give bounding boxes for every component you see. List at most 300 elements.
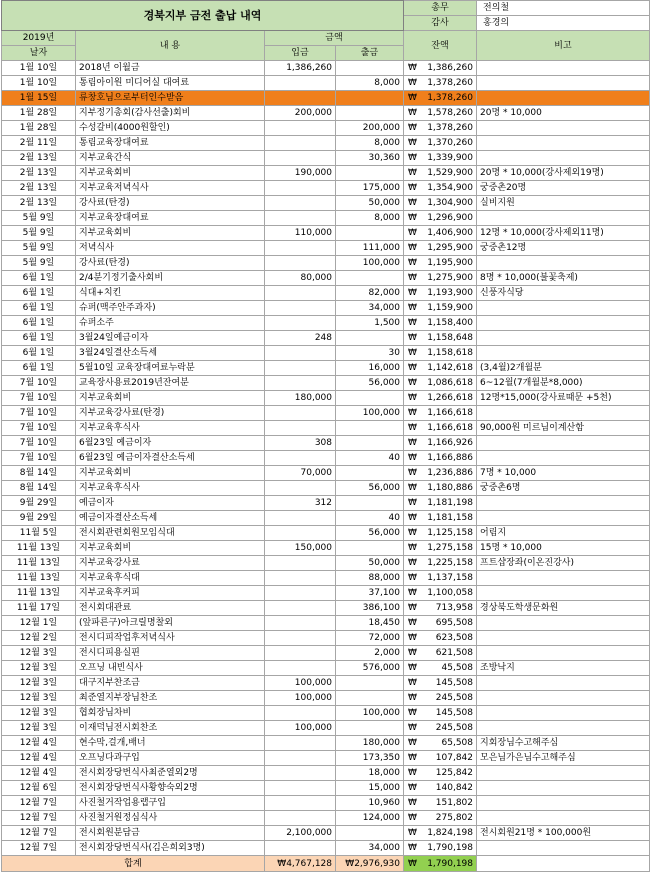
row-income — [265, 241, 336, 256]
row-balance-cell — [404, 451, 477, 466]
table-row — [2, 661, 650, 676]
row-balance-cell — [404, 331, 477, 346]
row-income: 150,000 — [265, 541, 336, 556]
row-content: 대구지부찬조금 — [76, 676, 265, 691]
row-date: 6월 1일 — [2, 361, 76, 376]
row-income: 180,000 — [265, 391, 336, 406]
currency-symbol: ₩ — [408, 393, 417, 403]
row-balance: 695,508 — [435, 618, 473, 628]
row-expense: 30 — [336, 346, 404, 361]
row-expense: 50,000 — [336, 196, 404, 211]
row-content: 슈퍼소주 — [76, 316, 265, 331]
row-note — [477, 316, 650, 331]
total-balance: 1,790,198 — [427, 858, 473, 869]
row-balance-cell — [404, 301, 477, 316]
row-date: 12월 7일 — [2, 826, 76, 841]
row-income — [265, 601, 336, 616]
header-year: 2019년 — [2, 31, 76, 46]
row-date: 2월 11일 — [2, 136, 76, 151]
row-content: 예금이자결산소득세 — [76, 511, 265, 526]
currency-symbol: ₩ — [408, 828, 417, 838]
table-row — [2, 781, 650, 796]
currency-symbol: ₩ — [408, 423, 417, 433]
row-income — [265, 811, 336, 826]
row-date: 12월 3일 — [2, 721, 76, 736]
currency-symbol: ₩ — [408, 633, 417, 643]
row-note: 8명 * 10,000(불꽃축제) — [477, 271, 650, 286]
row-balance: 1,181,158 — [427, 513, 473, 523]
row-content: 지부교육회비 — [76, 541, 265, 556]
row-balance: 140,842 — [435, 783, 473, 793]
currency-symbol: ₩ — [408, 528, 417, 538]
row-balance-cell — [404, 286, 477, 301]
row-expense: 34,000 — [336, 301, 404, 316]
currency-symbol: ₩ — [408, 858, 417, 869]
row-content: 이재덕님전시회찬조 — [76, 721, 265, 736]
row-balance: 1,824,198 — [427, 828, 473, 838]
row-content: 통림아이원 미디어실 대여료 — [76, 76, 265, 91]
table-row — [2, 511, 650, 526]
row-income — [265, 181, 336, 196]
row-note: 궁중촌20명 — [477, 181, 650, 196]
table-row — [2, 226, 650, 241]
row-balance-cell — [404, 421, 477, 436]
row-date: 1월 28일 — [2, 106, 76, 121]
row-income — [265, 526, 336, 541]
row-income — [265, 361, 336, 376]
row-note — [477, 61, 650, 76]
currency-symbol: ₩ — [408, 648, 417, 658]
row-date: 11월 5일 — [2, 526, 76, 541]
row-note — [477, 256, 650, 271]
row-date: 8월 14일 — [2, 481, 76, 496]
row-expense — [336, 226, 404, 241]
row-note: 조방낙지 — [477, 661, 650, 676]
row-balance-cell — [404, 616, 477, 631]
table-row — [2, 811, 650, 826]
row-date: 12월 1일 — [2, 616, 76, 631]
row-income — [265, 556, 336, 571]
row-expense — [336, 436, 404, 451]
row-balance: 1,159,900 — [427, 303, 473, 313]
row-date: 11월 13일 — [2, 541, 76, 556]
row-balance-cell — [404, 466, 477, 481]
row-note: 12명*15,000(강사료때문 +5천) — [477, 391, 650, 406]
row-content: 수성갈비(4000원할인) — [76, 121, 265, 136]
currency-symbol: ₩ — [408, 78, 417, 88]
row-balance-cell — [404, 196, 477, 211]
row-note — [477, 346, 650, 361]
row-balance: 1,180,886 — [427, 483, 473, 493]
row-date: 6월 1일 — [2, 316, 76, 331]
row-note: 7명 * 10,000 — [477, 466, 650, 481]
row-balance-cell — [404, 181, 477, 196]
row-note — [477, 571, 650, 586]
table-row — [2, 151, 650, 166]
row-date: 7월 10일 — [2, 406, 76, 421]
row-income — [265, 151, 336, 166]
currency-symbol: ₩ — [408, 843, 417, 853]
currency-symbol: ₩ — [408, 138, 417, 148]
row-balance: 1,339,900 — [427, 153, 473, 163]
row-expense — [336, 676, 404, 691]
currency-symbol: ₩ — [408, 558, 417, 568]
row-content: 저녁식사 — [76, 241, 265, 256]
row-expense: 34,000 — [336, 841, 404, 856]
row-date: 11월 13일 — [2, 586, 76, 601]
row-date: 12월 7일 — [2, 841, 76, 856]
row-date: 12월 4일 — [2, 766, 76, 781]
row-income: 308 — [265, 436, 336, 451]
row-income — [265, 766, 336, 781]
table-row — [2, 331, 650, 346]
row-balance: 1,195,900 — [427, 258, 473, 268]
row-balance-cell — [404, 106, 477, 121]
row-expense: 56,000 — [336, 481, 404, 496]
row-content: 협회장님차비 — [76, 706, 265, 721]
row-balance-cell — [404, 556, 477, 571]
row-content: 슈퍼(맥주안주과자) — [76, 301, 265, 316]
row-content: 지부교육후식대 — [76, 571, 265, 586]
row-note: 실비지원 — [477, 196, 650, 211]
officer-role-treasurer: 총무 — [404, 1, 477, 16]
row-note: 전시회원21명 * 100,000원 — [477, 826, 650, 841]
row-balance: 151,802 — [435, 798, 473, 808]
row-income — [265, 736, 336, 751]
table-row — [2, 211, 650, 226]
table-row — [2, 631, 650, 646]
row-balance-cell — [404, 346, 477, 361]
row-date: 5월 9일 — [2, 226, 76, 241]
row-income — [265, 481, 336, 496]
table-row — [2, 316, 650, 331]
table-row — [2, 376, 650, 391]
currency-symbol: ₩ — [408, 153, 417, 163]
row-date: 12월 7일 — [2, 811, 76, 826]
row-balance-cell — [404, 91, 477, 106]
currency-symbol: ₩ — [408, 243, 417, 253]
currency-symbol: ₩ — [408, 453, 417, 463]
row-expense: 82,000 — [336, 286, 404, 301]
row-note: (3,4월)2개월분 — [477, 361, 650, 376]
currency-symbol: ₩ — [408, 63, 417, 73]
header-date: 날자 — [2, 46, 76, 61]
table-row — [2, 526, 650, 541]
total-note — [477, 856, 650, 872]
row-balance: 1,158,618 — [427, 348, 473, 358]
row-income — [265, 511, 336, 526]
row-note: 어림지 — [477, 526, 650, 541]
row-income — [265, 796, 336, 811]
row-date: 7월 10일 — [2, 376, 76, 391]
row-date: 12월 7일 — [2, 796, 76, 811]
row-income: 100,000 — [265, 721, 336, 736]
row-balance-cell — [404, 676, 477, 691]
row-note — [477, 211, 650, 226]
row-note: 궁중촌6명 — [477, 481, 650, 496]
row-balance-cell — [404, 706, 477, 721]
table-row — [2, 496, 650, 511]
table-row — [2, 196, 650, 211]
row-content: 5월10일 교육장대여료누락분 — [76, 361, 265, 376]
currency-symbol: ₩ — [408, 693, 417, 703]
row-income — [265, 76, 336, 91]
row-balance: 125,842 — [435, 768, 473, 778]
currency-symbol: ₩ — [408, 438, 417, 448]
row-expense: 8,000 — [336, 136, 404, 151]
table-row — [2, 271, 650, 286]
table-row — [2, 706, 650, 721]
row-income — [265, 196, 336, 211]
row-date: 2월 13일 — [2, 166, 76, 181]
row-expense: 40 — [336, 511, 404, 526]
row-expense: 18,000 — [336, 766, 404, 781]
currency-symbol: ₩ — [408, 273, 417, 283]
row-content: 2018년 이월금 — [76, 61, 265, 76]
table-row — [2, 106, 650, 121]
currency-symbol: ₩ — [408, 378, 417, 388]
row-date: 12월 4일 — [2, 736, 76, 751]
row-balance: 245,508 — [435, 723, 473, 733]
row-balance-cell — [404, 646, 477, 661]
row-income — [265, 91, 336, 106]
row-expense: 173,350 — [336, 751, 404, 766]
row-balance: 1,166,886 — [427, 453, 473, 463]
currency-symbol: ₩ — [408, 288, 417, 298]
currency-symbol: ₩ — [408, 783, 417, 793]
currency-symbol: ₩ — [408, 183, 417, 193]
row-balance: 623,508 — [435, 633, 473, 643]
row-note — [477, 496, 650, 511]
row-content: 지부교육회비 — [76, 466, 265, 481]
table-row — [2, 361, 650, 376]
row-date: 12월 3일 — [2, 661, 76, 676]
row-date: 5월 9일 — [2, 241, 76, 256]
total-label: 합계 — [2, 856, 265, 872]
row-balance: 1,295,900 — [427, 243, 473, 253]
row-balance-cell — [404, 406, 477, 421]
row-date: 9월 29일 — [2, 511, 76, 526]
currency-symbol: ₩ — [408, 813, 417, 823]
row-balance-cell — [404, 391, 477, 406]
row-balance: 1,378,260 — [427, 93, 473, 103]
row-expense: 100,000 — [336, 706, 404, 721]
row-date: 12월 3일 — [2, 691, 76, 706]
table-row — [2, 256, 650, 271]
row-income — [265, 301, 336, 316]
officer-role-auditor: 감사 — [404, 16, 477, 31]
row-balance-cell — [404, 766, 477, 781]
row-balance: 1,529,900 — [427, 168, 473, 178]
row-expense: 30,360 — [336, 151, 404, 166]
row-balance: 1,266,618 — [427, 393, 473, 403]
row-content: 전시회관련회원모임식대 — [76, 526, 265, 541]
row-income — [265, 346, 336, 361]
row-balance: 1,354,900 — [427, 183, 473, 193]
row-income: 248 — [265, 331, 336, 346]
table-row — [2, 721, 650, 736]
row-balance-cell — [404, 841, 477, 856]
row-income — [265, 316, 336, 331]
row-content: 전시디피용실핀 — [76, 646, 265, 661]
currency-symbol: ₩ — [408, 573, 417, 583]
row-expense — [336, 826, 404, 841]
row-expense — [336, 61, 404, 76]
row-expense — [336, 496, 404, 511]
total-income: ₩4,767,128 — [265, 856, 336, 872]
row-balance: 107,842 — [435, 753, 473, 763]
row-content: 지부교육후커피 — [76, 586, 265, 601]
row-expense: 111,000 — [336, 241, 404, 256]
row-content: 류창호님으로부터인수받음 — [76, 91, 265, 106]
row-date: 1월 10일 — [2, 76, 76, 91]
row-balance: 1,406,900 — [427, 228, 473, 238]
row-date: 7월 10일 — [2, 436, 76, 451]
currency-symbol: ₩ — [408, 603, 417, 613]
table-row — [2, 121, 650, 136]
currency-symbol: ₩ — [408, 408, 417, 418]
row-income — [265, 406, 336, 421]
row-expense — [336, 106, 404, 121]
row-balance: 1,158,648 — [427, 333, 473, 343]
table-row — [2, 286, 650, 301]
row-content: 지부교육장대여료 — [76, 211, 265, 226]
row-balance-cell — [404, 241, 477, 256]
row-balance: 145,508 — [435, 708, 473, 718]
currency-symbol: ₩ — [408, 588, 417, 598]
row-income — [265, 781, 336, 796]
row-income: 190,000 — [265, 166, 336, 181]
row-content: 통림교육장대여료 — [76, 136, 265, 151]
row-balance: 275,802 — [435, 813, 473, 823]
row-balance: 1,236,886 — [427, 468, 473, 478]
row-income — [265, 631, 336, 646]
row-balance: 713,958 — [435, 603, 473, 613]
currency-symbol: ₩ — [408, 768, 417, 778]
row-note — [477, 766, 650, 781]
row-expense — [336, 271, 404, 286]
row-income — [265, 256, 336, 271]
row-note — [477, 436, 650, 451]
row-date: 1월 28일 — [2, 121, 76, 136]
currency-symbol: ₩ — [408, 723, 417, 733]
currency-symbol: ₩ — [408, 543, 417, 553]
row-expense — [336, 541, 404, 556]
currency-symbol: ₩ — [408, 738, 417, 748]
row-content: 지부교육간식 — [76, 151, 265, 166]
table-row — [2, 451, 650, 466]
currency-symbol: ₩ — [408, 618, 417, 628]
row-date: 6월 1일 — [2, 286, 76, 301]
row-content: 3월24일예금이자 — [76, 331, 265, 346]
row-income — [265, 421, 336, 436]
currency-symbol: ₩ — [408, 258, 417, 268]
row-date: 8월 14일 — [2, 466, 76, 481]
currency-symbol: ₩ — [408, 753, 417, 763]
row-content: 강사료(탄경) — [76, 196, 265, 211]
row-note: 12명 * 10,000(강사제외11명) — [477, 226, 650, 241]
row-expense — [336, 166, 404, 181]
row-balance: 1,790,198 — [427, 843, 473, 853]
row-balance-cell — [404, 586, 477, 601]
row-income: 70,000 — [265, 466, 336, 481]
row-income — [265, 121, 336, 136]
row-expense: 8,000 — [336, 211, 404, 226]
total-row — [2, 856, 650, 872]
row-balance-cell — [404, 136, 477, 151]
currency-symbol: ₩ — [408, 108, 417, 118]
row-note: 경상북도학생문화원 — [477, 601, 650, 616]
row-balance: 1,142,618 — [427, 363, 473, 373]
row-date: 11월 13일 — [2, 571, 76, 586]
table-row — [2, 481, 650, 496]
row-note — [477, 721, 650, 736]
row-content: 지부교육회비 — [76, 391, 265, 406]
row-balance: 1,086,618 — [427, 378, 473, 388]
row-date: 6월 1일 — [2, 301, 76, 316]
row-date: 12월 6일 — [2, 781, 76, 796]
row-income — [265, 616, 336, 631]
table-row — [2, 826, 650, 841]
row-content: 2/4분기정기출사회비 — [76, 271, 265, 286]
table-row — [2, 616, 650, 631]
row-note — [477, 511, 650, 526]
currency-symbol: ₩ — [408, 213, 417, 223]
row-expense: 2,000 — [336, 646, 404, 661]
row-balance: 1,275,900 — [427, 273, 473, 283]
header-amount: 금액 — [265, 31, 404, 46]
table-row — [2, 76, 650, 91]
currency-symbol: ₩ — [408, 348, 417, 358]
currency-symbol: ₩ — [408, 198, 417, 208]
table-row — [2, 556, 650, 571]
row-balance-cell — [404, 526, 477, 541]
row-income: 312 — [265, 496, 336, 511]
currency-symbol: ₩ — [408, 483, 417, 493]
row-content: 지부교육후식사 — [76, 481, 265, 496]
row-balance-cell — [404, 781, 477, 796]
row-date: 6월 1일 — [2, 331, 76, 346]
row-expense: 72,000 — [336, 631, 404, 646]
row-note — [477, 301, 650, 316]
row-note — [477, 811, 650, 826]
row-date: 2월 13일 — [2, 151, 76, 166]
row-date: 6월 1일 — [2, 271, 76, 286]
currency-symbol: ₩ — [408, 678, 417, 688]
header-content: 내 용 — [76, 31, 265, 61]
row-balance: 1,125,158 — [427, 528, 473, 538]
row-income — [265, 376, 336, 391]
row-note — [477, 706, 650, 721]
row-expense: 50,000 — [336, 556, 404, 571]
row-income — [265, 841, 336, 856]
row-balance-cell — [404, 121, 477, 136]
row-balance-cell — [404, 541, 477, 556]
currency-symbol: ₩ — [408, 513, 417, 523]
row-balance: 1,158,400 — [427, 318, 473, 328]
row-balance-cell — [404, 721, 477, 736]
currency-symbol: ₩ — [408, 708, 417, 718]
row-balance: 1,181,198 — [427, 498, 473, 508]
currency-symbol: ₩ — [408, 498, 417, 508]
row-income — [265, 586, 336, 601]
row-note — [477, 796, 650, 811]
row-date: 12월 3일 — [2, 676, 76, 691]
row-content: 강사료(탄경) — [76, 256, 265, 271]
row-balance: 1,166,618 — [427, 408, 473, 418]
row-expense: 8,000 — [336, 76, 404, 91]
row-income: 110,000 — [265, 226, 336, 241]
